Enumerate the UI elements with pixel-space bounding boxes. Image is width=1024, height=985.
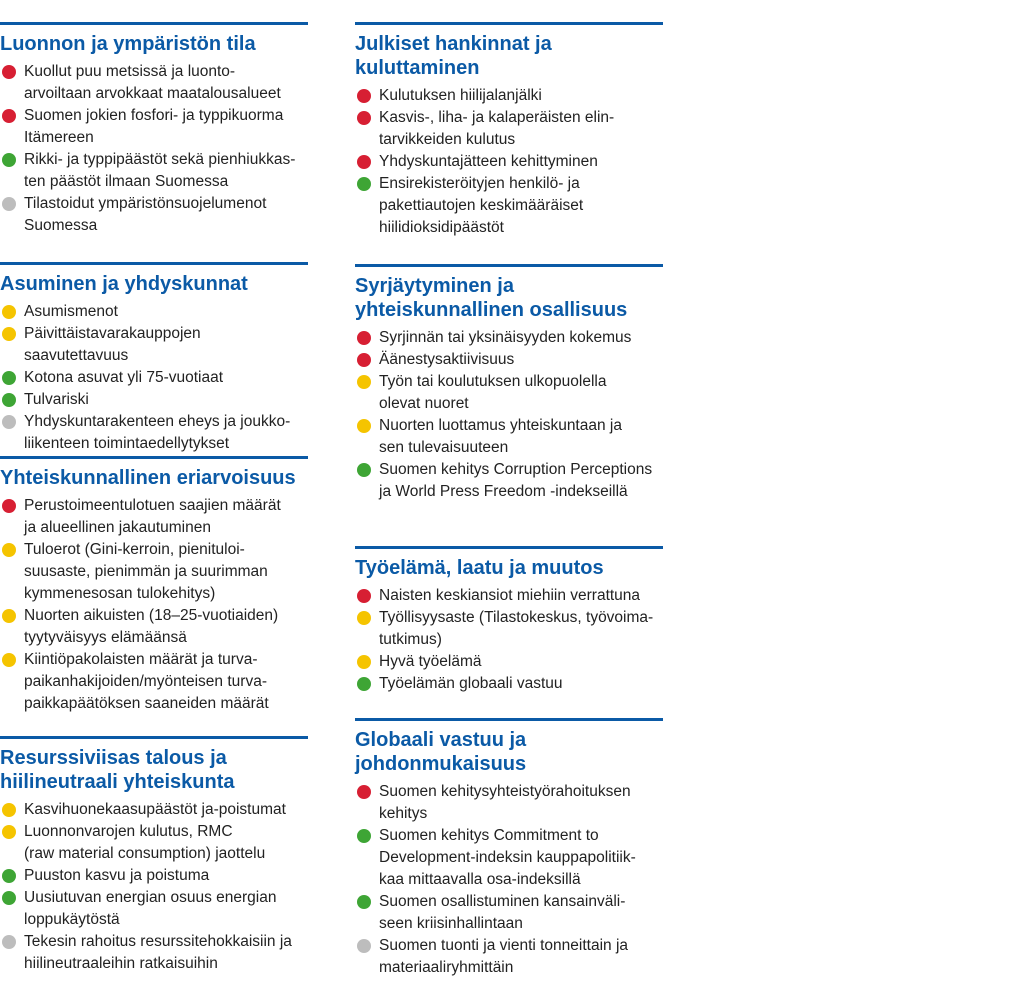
section-divider bbox=[0, 736, 308, 739]
indicator-text-line: ten päästöt ilmaan Suomessa bbox=[24, 173, 229, 190]
indicator-text-line: sen tulevaisuuteen bbox=[379, 439, 509, 456]
section-title-line: Työelämä, laatu ja muutos bbox=[355, 557, 604, 579]
indicator-text-line: suusaste, pienimmän ja suurimman bbox=[24, 563, 268, 580]
indicator-list bbox=[355, 327, 663, 503]
indicator-text-line: Perustoimeentulotuen saajien määrät bbox=[24, 497, 281, 514]
indicator-item bbox=[355, 459, 663, 503]
indicator-text-line: Äänestysaktiivisuus bbox=[379, 351, 515, 368]
status-good-dot-icon bbox=[357, 463, 371, 477]
section-title bbox=[0, 746, 308, 794]
status-worrying-dot-icon bbox=[2, 609, 16, 623]
indicator-list bbox=[0, 495, 308, 715]
section-divider bbox=[355, 264, 663, 267]
indicator-section bbox=[0, 22, 308, 237]
indicator-text-line: kehitys bbox=[379, 805, 428, 822]
indicator-item bbox=[0, 411, 308, 455]
indicator-item bbox=[355, 673, 663, 695]
status-bad-dot-icon bbox=[2, 109, 16, 123]
section-title-line: Yhteiskunnallinen eriarvoisuus bbox=[0, 467, 296, 489]
indicator-item bbox=[0, 887, 308, 931]
section-title-line: johdonmukaisuus bbox=[355, 753, 527, 775]
section-title-line: Resurssiviisas talous ja bbox=[0, 747, 227, 769]
indicator-text-line: Itämereen bbox=[24, 129, 94, 146]
indicator-item bbox=[0, 495, 308, 539]
status-bad-dot-icon bbox=[357, 155, 371, 169]
indicator-text-line: hiilidioksidipäästöt bbox=[379, 219, 504, 236]
indicator-text-line: (raw material consumption) jaottelu bbox=[24, 845, 266, 862]
status-bad-dot-icon bbox=[357, 111, 371, 125]
indicator-text-line: Kasvis-, liha- ja kalaperäisten elin- bbox=[379, 109, 615, 126]
indicator-section bbox=[0, 736, 308, 975]
indicator-text-line: Työelämän globaali vastuu bbox=[379, 675, 563, 692]
indicator-list bbox=[0, 301, 308, 455]
indicator-section bbox=[0, 456, 308, 715]
status-worrying-dot-icon bbox=[357, 419, 371, 433]
indicator-text-line: Development-indeksin kauppapolitiik- bbox=[379, 849, 636, 866]
indicator-text-line: Uusiutuvan energian osuus energian bbox=[24, 889, 277, 906]
section-divider bbox=[0, 456, 308, 459]
indicator-text-line: Tulvariski bbox=[24, 391, 89, 408]
indicator-text-line: Kiintiöpakolaisten määrät ja turva- bbox=[24, 651, 258, 668]
indicator-item bbox=[0, 193, 308, 237]
indicator-text-line: Kotona asuvat yli 75-vuotiaat bbox=[24, 369, 224, 386]
status-bad-dot-icon bbox=[357, 589, 371, 603]
indicator-text-line: Nuorten aikuisten (18–25-vuotiaiden) bbox=[24, 607, 279, 624]
indicator-text-line: Naisten keskiansiot miehiin verrattuna bbox=[379, 587, 641, 604]
status-bad-dot-icon bbox=[357, 331, 371, 345]
indicator-item bbox=[0, 799, 308, 821]
indicator-item bbox=[0, 539, 308, 605]
indicator-text-line: ja alueellinen jakautuminen bbox=[24, 519, 211, 536]
indicator-list bbox=[0, 799, 308, 975]
indicator-text-line: Kulutuksen hiilijalanjälki bbox=[379, 87, 542, 104]
status-good-dot-icon bbox=[2, 371, 16, 385]
indicator-text-line: pakettiautojen keskimääräiset bbox=[379, 197, 584, 214]
indicator-section bbox=[0, 262, 308, 455]
status-good-dot-icon bbox=[357, 895, 371, 909]
indicator-item bbox=[0, 931, 308, 975]
indicator-text-line: Tekesin rahoitus resurssitehokkaisiin ja bbox=[24, 933, 292, 950]
indicator-text-line: Suomen jokien fosfori- ja typpikuorma bbox=[24, 107, 284, 124]
status-bad-dot-icon bbox=[2, 499, 16, 513]
indicator-item bbox=[355, 151, 663, 173]
section-title-line: Syrjäytyminen ja bbox=[355, 275, 514, 297]
indicator-item bbox=[355, 173, 663, 239]
section-title bbox=[0, 32, 308, 56]
status-unclear-dot-icon bbox=[2, 197, 16, 211]
section-title bbox=[0, 272, 308, 296]
indicator-item bbox=[0, 323, 308, 367]
indicator-text-line: Kasvihuonekaasupäästöt ja-poistumat bbox=[24, 801, 286, 818]
section-divider bbox=[0, 262, 308, 265]
indicator-text-line: seen kriisinhallintaan bbox=[379, 915, 523, 932]
indicator-section bbox=[355, 718, 663, 979]
indicator-item bbox=[355, 415, 663, 459]
status-unclear-dot-icon bbox=[2, 935, 16, 949]
indicator-text-line: kymmenesosan tulokehitys) bbox=[24, 585, 216, 602]
indicator-item bbox=[355, 85, 663, 107]
section-divider bbox=[0, 22, 308, 25]
indicator-text-line: kaa mittaavalla osa-indeksillä bbox=[379, 871, 581, 888]
indicator-list bbox=[355, 85, 663, 239]
indicator-text-line: hiilineutraaleihin ratkaisuihin bbox=[24, 955, 218, 972]
indicator-text-line: Rikki- ja typpipäästöt sekä pienhiukkas- bbox=[24, 151, 296, 168]
indicator-item bbox=[0, 61, 308, 105]
indicator-text-line: Ensirekisteröityjen henkilö- ja bbox=[379, 175, 580, 192]
indicator-list bbox=[355, 781, 663, 979]
status-bad-dot-icon bbox=[357, 785, 371, 799]
section-title-line: kuluttaminen bbox=[355, 57, 480, 79]
indicator-text-line: Yhdyskuntajätteen kehittyminen bbox=[379, 153, 598, 170]
section-title bbox=[355, 32, 663, 80]
status-good-dot-icon bbox=[357, 829, 371, 843]
indicator-text-line: tyytyväisyys elämäänsä bbox=[24, 629, 187, 646]
status-good-dot-icon bbox=[2, 153, 16, 167]
indicator-text-line: Tuloerot (Gini-kerroin, pienituloi- bbox=[24, 541, 245, 558]
indicator-list bbox=[0, 61, 308, 237]
indicator-item bbox=[355, 371, 663, 415]
section-title bbox=[355, 556, 663, 580]
indicator-text-line: Puuston kasvu ja poistuma bbox=[24, 867, 210, 884]
status-bad-dot-icon bbox=[2, 65, 16, 79]
indicator-item bbox=[355, 781, 663, 825]
status-worrying-dot-icon bbox=[2, 825, 16, 839]
status-worrying-dot-icon bbox=[357, 375, 371, 389]
section-title bbox=[0, 466, 308, 490]
status-bad-dot-icon bbox=[357, 89, 371, 103]
indicator-item bbox=[355, 349, 663, 371]
status-worrying-dot-icon bbox=[2, 543, 16, 557]
indicator-item bbox=[0, 821, 308, 865]
indicator-text-line: Syrjinnän tai yksinäisyyden kokemus bbox=[379, 329, 632, 346]
section-title-line: yhteiskunnallinen osallisuus bbox=[355, 299, 628, 321]
indicator-text-line: materiaaliryhmittäin bbox=[379, 959, 514, 976]
indicator-text-line: Tilastoidut ympäristönsuojelumenot bbox=[24, 195, 267, 212]
section-divider bbox=[355, 718, 663, 721]
indicator-item bbox=[0, 105, 308, 149]
status-worrying-dot-icon bbox=[2, 653, 16, 667]
indicator-text-line: ja World Press Freedom -indekseillä bbox=[379, 483, 628, 500]
status-unclear-dot-icon bbox=[357, 939, 371, 953]
indicator-text-line: paikkapäätöksen saaneiden määrät bbox=[24, 695, 269, 712]
indicator-text-line: Päivittäistavarakauppojen saavutettavuus bbox=[24, 325, 201, 364]
section-title-line: Asuminen ja yhdyskunnat bbox=[0, 273, 248, 295]
indicator-item bbox=[355, 607, 663, 651]
indicator-item bbox=[355, 935, 663, 979]
indicator-item bbox=[0, 605, 308, 649]
indicator-text-line: Työllisyysaste (Tilastokeskus, työvoima- bbox=[379, 609, 654, 626]
indicator-item bbox=[0, 367, 308, 389]
indicator-section bbox=[355, 264, 663, 503]
indicator-text-line: Luonnonvarojen kulutus, RMC bbox=[24, 823, 233, 840]
indicator-item bbox=[0, 149, 308, 193]
indicator-text-line: Nuorten luottamus yhteiskuntaan ja bbox=[379, 417, 622, 434]
status-worrying-dot-icon bbox=[2, 803, 16, 817]
status-unclear-dot-icon bbox=[2, 415, 16, 429]
status-worrying-dot-icon bbox=[357, 611, 371, 625]
status-bad-dot-icon bbox=[357, 353, 371, 367]
indicator-text-line: olevat nuoret bbox=[379, 395, 469, 412]
indicator-item bbox=[0, 389, 308, 411]
status-good-dot-icon bbox=[357, 177, 371, 191]
indicator-item bbox=[355, 891, 663, 935]
indicator-item bbox=[355, 651, 663, 673]
indicator-text-line: Suomen kehitys Corruption Perceptions bbox=[379, 461, 653, 478]
section-title-line: Globaali vastuu ja bbox=[355, 729, 527, 751]
indicator-text-line: Suomen kehitys Commitment to bbox=[379, 827, 599, 844]
indicator-item bbox=[355, 107, 663, 151]
section-divider bbox=[355, 22, 663, 25]
indicator-text-line: Työn tai koulutuksen ulkopuolella bbox=[379, 373, 607, 390]
indicator-section bbox=[355, 22, 663, 239]
status-good-dot-icon bbox=[2, 891, 16, 905]
indicator-text-line: Asumismenot bbox=[24, 303, 118, 320]
section-title bbox=[355, 274, 663, 322]
indicator-item bbox=[355, 825, 663, 891]
indicator-text-line: Suomen osallistuminen kansainväli- bbox=[379, 893, 626, 910]
indicator-text-line: Yhdyskuntarakenteen eheys ja joukko- bbox=[24, 413, 291, 430]
indicator-item bbox=[355, 585, 663, 607]
section-title-line: Julkiset hankinnat ja bbox=[355, 33, 552, 55]
indicator-text-line: tutkimus) bbox=[379, 631, 442, 648]
indicator-text-line: tarvikkeiden kulutus bbox=[379, 131, 516, 148]
indicator-list bbox=[355, 585, 663, 695]
indicator-text-line: paikanhakijoiden/myönteisen turva- bbox=[24, 673, 267, 690]
indicator-text-line: arvoiltaan arvokkaat maatalousalueet bbox=[24, 85, 281, 102]
indicator-text-line: Kuollut puu metsissä ja luonto- bbox=[24, 63, 236, 80]
status-good-dot-icon bbox=[2, 869, 16, 883]
indicator-text-line: liikenteen toimintaedellytykset bbox=[24, 435, 230, 452]
status-worrying-dot-icon bbox=[2, 327, 16, 341]
status-worrying-dot-icon bbox=[2, 305, 16, 319]
indicator-section bbox=[355, 546, 663, 695]
indicator-text-line: Suomen tuonti ja vienti tonneittain ja bbox=[379, 937, 629, 954]
status-good-dot-icon bbox=[357, 677, 371, 691]
section-title-line: Luonnon ja ympäristön tila bbox=[0, 33, 256, 55]
section-title-line: hiilineutraali yhteiskunta bbox=[0, 771, 235, 793]
indicator-item bbox=[355, 327, 663, 349]
section-divider bbox=[355, 546, 663, 549]
indicator-text-line: Suomessa bbox=[24, 217, 98, 234]
indicator-item bbox=[0, 301, 308, 323]
status-good-dot-icon bbox=[2, 393, 16, 407]
indicator-text-line: loppukäytöstä bbox=[24, 911, 120, 928]
indicator-item bbox=[0, 649, 308, 715]
section-title bbox=[355, 728, 663, 776]
indicator-text-line: Hyvä työelämä bbox=[379, 653, 482, 670]
indicator-item bbox=[0, 865, 308, 887]
status-worrying-dot-icon bbox=[357, 655, 371, 669]
indicator-text-line: Suomen kehitysyhteistyörahoituksen bbox=[379, 783, 631, 800]
